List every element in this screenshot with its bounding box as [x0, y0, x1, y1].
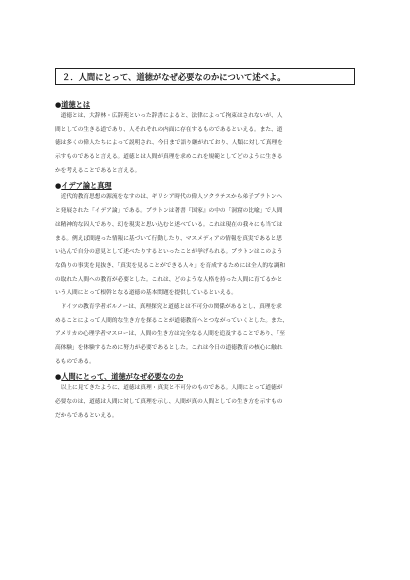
- text-line: めることによって人間的な生き方を探ることが道徳教育へとつながっていくとした。また、: [55, 317, 289, 324]
- text-line: るものである。: [55, 358, 95, 365]
- text-line: まる。例えば間違った情報に基づいて行動したり、マスメディアの情報を真実であると思: [55, 235, 283, 242]
- section: [55, 371, 360, 423]
- paragraph: [55, 110, 360, 178]
- text-line: 以上に見てきたように、道徳は真理・真実と不可分のものである。人間にとって道徳が: [60, 385, 283, 392]
- bullet-icon: ●: [55, 100, 62, 109]
- text-line: アメリカの心理学者マスローは、人間の生き方は完全なる人間を追及することであり、「至: [55, 331, 285, 338]
- bullet-icon: ●: [55, 181, 62, 191]
- section-heading: [55, 99, 360, 110]
- paragraph: [55, 301, 360, 369]
- section-heading-text: 人間にとって、道徳がなぜ必要なのか: [61, 372, 184, 382]
- text-line: 近代的教育思想の源流をなすのは、ギリシア時代の偉人ソクラテスから弟子プラトンへ: [60, 194, 283, 201]
- text-line: 必要なのは、道徳は人間に対して真理を示し、人間が真の人間としての生き方を示すもの: [55, 399, 283, 406]
- text-line: 示すものであると言える。道徳とは人間が真理を求めこれを規範としてどのように生きる: [55, 154, 283, 161]
- section-heading: [55, 371, 360, 382]
- text-line: は精神的な囚人であり、幻を現実と思い込むと述べている。これは現在の我々にも当ては: [55, 221, 283, 228]
- text-line: と発展された「イデア論」である。プラトンは著書『国家』の中の「洞窟の比喩」で人間: [55, 208, 283, 215]
- paragraph: [55, 191, 360, 301]
- text-line: い込んで自分の意見として述べたりするといったことが挙げられる。プラトンはこのよう: [55, 249, 283, 256]
- section-heading: [55, 180, 360, 191]
- section-heading-text: イデア論と真理: [61, 181, 112, 191]
- sections-container: [55, 99, 360, 423]
- section: [55, 180, 360, 369]
- text-line: 高体験」を体験するために努力が必要であるとした。これは今日の道徳教育の核心に触れ: [55, 345, 283, 351]
- text-line: な偽りの事実を見抜き、「真実を見ることができる人々」を育成するためには全人的な調和: [55, 262, 286, 269]
- bullet-icon: ●: [55, 372, 62, 382]
- text-line: だからであるといえる。: [55, 412, 118, 419]
- text-line: かを考えることであると言える。: [55, 167, 141, 174]
- document-content: [55, 68, 360, 425]
- paragraph: [55, 382, 360, 423]
- section-heading-text: 道徳とは: [61, 100, 91, 109]
- text-line: 徳は多くの偉人たちによって説明され、今日まで語り継がれており、人類に対して真理を: [55, 140, 283, 147]
- text-line: 間としての生きる道であり、人それぞれの内面に存在するものであるといえる。また、道: [55, 126, 283, 133]
- text-line: ドイツの教育学者ボルノーは、真理探究と道徳とは不可分の関係があるとし、真理を求: [60, 303, 282, 310]
- text-line: の取れた人間への教育が必要とした。これは、どのような人格を持った人間に育てるかと: [55, 276, 283, 283]
- section: [55, 99, 360, 178]
- question-title: ２．人間にとって、道徳がなぜ必要なのかについて述べよ。: [55, 68, 355, 85]
- text-line: 道徳とは、大辞林・広辞苑といった辞書によると、法律によって拘束はされないが、人: [60, 113, 283, 119]
- text-line: いう人間にとって根幹となる道徳の基本問題を提供しているといえる。: [55, 290, 237, 297]
